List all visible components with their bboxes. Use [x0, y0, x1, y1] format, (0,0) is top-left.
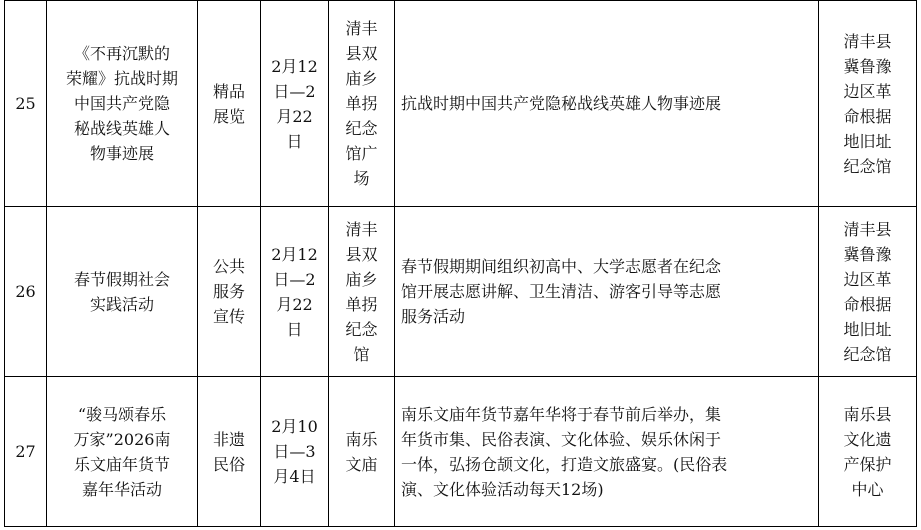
event-category: 精品 展览 — [198, 1, 261, 207]
event-name: 《不再沉默的 荣耀》抗战时期 中国共产党隐 秘战线英雄人 物事迹展 — [47, 1, 198, 207]
event-name: “骏马颂春乐 万家”2026南 乐文庙年货节 嘉年华活动 — [47, 377, 198, 527]
event-date: 2月10 日—3 月4日 — [261, 377, 329, 527]
events-table — [4, 0, 917, 527]
event-venue: 清丰 县双 庙乡 单拐 纪念 馆 — [329, 207, 395, 377]
event-name: 春节假期社会 实践活动 — [47, 207, 198, 377]
event-organizer: 南乐县 文化遗 产保护 中心 — [819, 377, 917, 527]
event-date: 2月12 日—2 月22 日 — [261, 207, 329, 377]
table-row — [5, 377, 917, 527]
table-row — [5, 1, 917, 207]
event-category: 非遗 民俗 — [198, 377, 261, 527]
row-number: 26 — [5, 207, 47, 377]
event-venue: 南乐 文庙 — [329, 377, 395, 527]
row-number: 25 — [5, 1, 47, 207]
event-date: 2月12 日—2 月22 日 — [261, 1, 329, 207]
event-organizer: 清丰县 冀鲁豫 边区革 命根据 地旧址 纪念馆 — [819, 1, 917, 207]
event-venue: 清丰 县双 庙乡 单拐 纪念 馆广 场 — [329, 1, 395, 207]
event-content: 春节假期期间组织初高中、大学志愿者在纪念 馆开展志愿讲解、卫生清洁、游客引导等志愿 服务活动 — [395, 207, 819, 377]
row-number: 27 — [5, 377, 47, 527]
event-content: 南乐文庙年货节嘉年华将于春节前后举办，集 年货市集、民俗表演、文化体验、娱乐休闲于 一体，弘扬仓颉文化，打造文旅盛宴。(民俗表 演、文化体验活动每天12场) — [395, 377, 819, 527]
event-content: 抗战时期中国共产党隐秘战线英雄人物事迹展 — [395, 1, 819, 207]
event-organizer: 清丰县 冀鲁豫 边区革 命根据 地旧址 纪念馆 — [819, 207, 917, 377]
event-category: 公共 服务 宣传 — [198, 207, 261, 377]
table-row — [5, 207, 917, 377]
